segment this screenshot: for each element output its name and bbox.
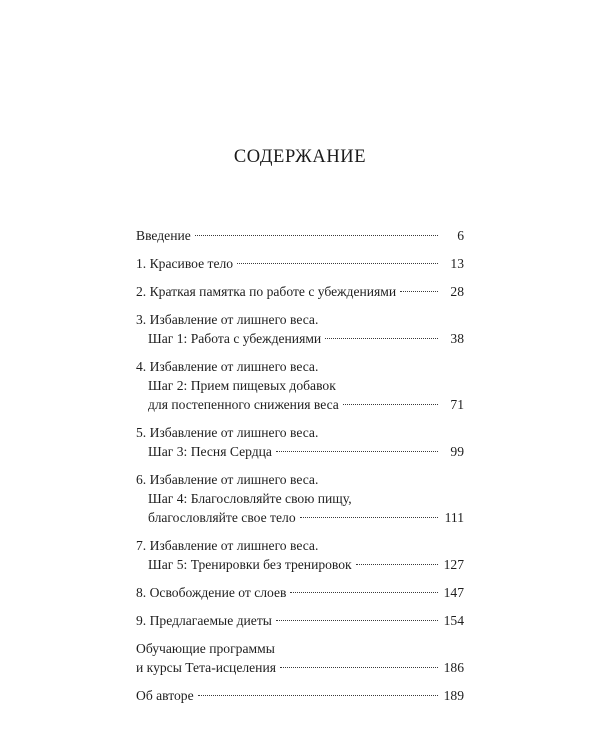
toc-entry: [136, 357, 464, 414]
toc-entry: [136, 282, 464, 301]
toc-page-number: 28: [450, 284, 464, 299]
toc-entry-line: [136, 555, 464, 574]
toc-page-number: 154: [443, 613, 464, 628]
toc-entry-title-continued: [136, 658, 276, 677]
toc-entry-line: [136, 508, 464, 527]
toc-entry-text: Шаг 3: Песня Сердца: [148, 444, 272, 459]
toc-entry: [136, 226, 464, 245]
dot-leader: [400, 291, 438, 292]
table-of-contents: [136, 226, 464, 714]
dot-leader: [237, 263, 438, 264]
toc-entry-number: 5.: [136, 425, 147, 440]
toc-entry-text: для постепенного снижения веса: [148, 397, 339, 412]
dot-leader: [290, 592, 438, 593]
toc-page-number: 13: [450, 256, 464, 271]
toc-entry-title-continued: [148, 555, 352, 574]
toc-entry-number: 7.: [136, 538, 147, 553]
toc-entry-text: Об авторе: [136, 688, 194, 703]
dot-leader: [300, 517, 438, 518]
toc-entry: [136, 639, 464, 677]
dot-leader: [280, 667, 438, 668]
toc-entry-number: 3.: [136, 312, 147, 327]
toc-entry: [136, 611, 464, 630]
toc-entry-line: [136, 686, 464, 705]
toc-entry: [136, 423, 464, 461]
toc-entry-title: [136, 470, 318, 489]
dot-leader: [198, 695, 438, 696]
toc-entry-title: [136, 310, 318, 329]
toc-entry-number: 4.: [136, 359, 147, 374]
toc-page-number: 186: [443, 660, 464, 675]
toc-entry-line: [136, 282, 464, 301]
toc-entry: [136, 310, 464, 348]
toc-entry-title: [136, 686, 194, 705]
toc-entry-title: [136, 639, 275, 658]
toc-entry-text: Избавление от лишнего веса.: [149, 312, 319, 327]
toc-entry-line: [136, 489, 464, 508]
toc-entry-title: [136, 423, 318, 442]
dot-leader: [276, 451, 438, 452]
toc-entry-text: и курсы Тета-исцеления: [136, 660, 276, 675]
toc-entry-text: Освобождение от слоев: [149, 585, 287, 600]
dot-leader: [343, 404, 438, 405]
toc-entry-line: [136, 442, 464, 461]
toc-entry-line: [136, 395, 464, 414]
toc-page-number: 111: [444, 510, 464, 525]
toc-entry-title-continued: [148, 329, 321, 348]
toc-entry: [136, 254, 464, 273]
toc-entry: [136, 686, 464, 705]
toc-entry-line: [136, 357, 464, 376]
toc-entry-text: Шаг 2: Прием пищевых добавок: [148, 378, 336, 393]
toc-entry-line: [136, 639, 464, 658]
toc-entry: [136, 536, 464, 574]
toc-entry-title: [136, 357, 318, 376]
toc-entry-title: [136, 583, 286, 602]
toc-entry-text: Введение: [136, 228, 191, 243]
toc-entry-number: 6.: [136, 472, 147, 487]
toc-entry-text: Избавление от лишнего веса.: [149, 425, 319, 440]
toc-entry-line: [136, 536, 464, 555]
toc-page-number: 38: [450, 331, 464, 346]
toc-entry-text: Краткая памятка по работе с убеждениями: [149, 284, 397, 299]
toc-entry-title-continued: [148, 442, 272, 461]
toc-page-number: 99: [450, 444, 464, 459]
dot-leader: [276, 620, 438, 621]
toc-entry-number: 1.: [136, 256, 147, 271]
toc-entry-line: [136, 254, 464, 273]
toc-entry-title-continued: [148, 489, 352, 508]
toc-entry-title: [136, 254, 233, 273]
toc-entry-line: [136, 310, 464, 329]
toc-entry-text: Предлагаемые диеты: [149, 613, 272, 628]
toc-entry-title-continued: [148, 376, 336, 395]
toc-page-number: 71: [450, 397, 464, 412]
toc-entry-number: 2.: [136, 284, 147, 299]
toc-entry-text: Шаг 4: Благословляйте свою пищу,: [148, 491, 352, 506]
toc-entry-number: 8.: [136, 585, 147, 600]
toc-entry-title: [136, 282, 396, 301]
toc-entry-line: [136, 329, 464, 348]
toc-entry-title-continued: [148, 395, 339, 414]
toc-entry-line: [136, 611, 464, 630]
dot-leader: [325, 338, 438, 339]
toc-page-number: 6: [457, 228, 464, 243]
toc-entry-line: [136, 226, 464, 245]
toc-entry-title: [136, 226, 191, 245]
toc-entry-text: Избавление от лишнего веса.: [149, 359, 319, 374]
toc-page-number: 147: [443, 585, 464, 600]
dot-leader: [195, 235, 438, 236]
toc-entry: [136, 583, 464, 602]
toc-entry-text: благословляйте свое тело: [148, 510, 296, 525]
toc-page-number: 189: [443, 688, 464, 703]
toc-entry: [136, 470, 464, 527]
toc-entry-text: Обучающие программы: [136, 641, 275, 656]
toc-entry-title: [136, 611, 272, 630]
toc-page-number: 127: [443, 557, 464, 572]
toc-entry-text: Шаг 5: Тренировки без тренировок: [148, 557, 352, 572]
toc-entry-text: Избавление от лишнего веса.: [149, 538, 319, 553]
toc-entry-line: [136, 470, 464, 489]
toc-entry-text: Избавление от лишнего веса.: [149, 472, 319, 487]
dot-leader: [356, 564, 438, 565]
toc-entry-number: 9.: [136, 613, 147, 628]
toc-entry-title-continued: [148, 508, 296, 527]
toc-entry-line: [136, 376, 464, 395]
toc-entry-text: Красивое тело: [149, 256, 234, 271]
page-title: СОДЕРЖАНИЕ: [233, 147, 367, 167]
toc-entry-text: Шаг 1: Работа с убеждениями: [148, 331, 322, 346]
toc-entry-line: [136, 658, 464, 677]
toc-entry-line: [136, 423, 464, 442]
toc-entry-line: [136, 583, 464, 602]
toc-entry-title: [136, 536, 318, 555]
